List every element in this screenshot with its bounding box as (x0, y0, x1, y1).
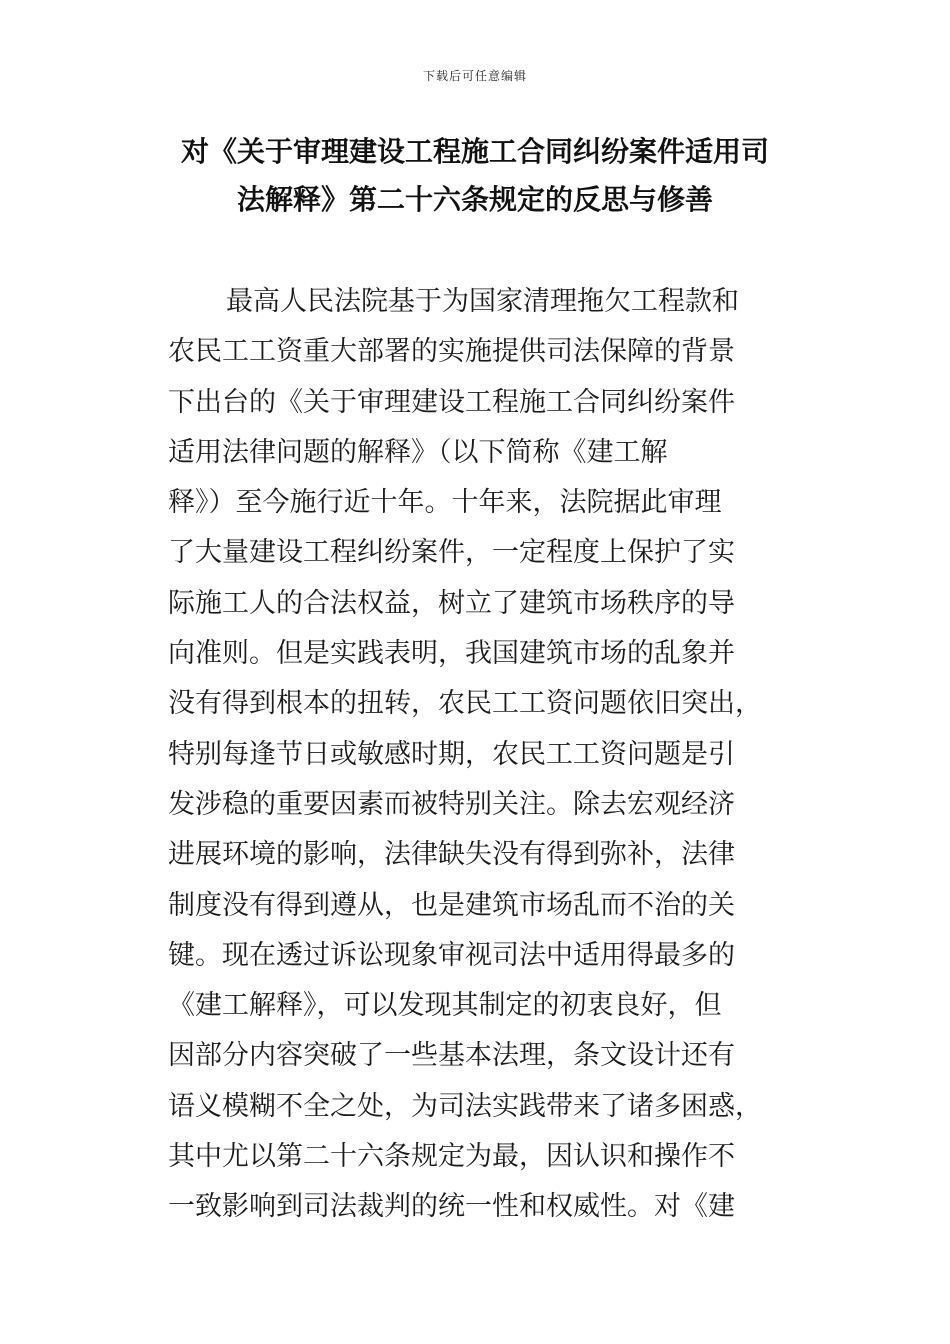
paragraph-line: 农民工工资重大部署的实施提供司法保障的背景 (168, 336, 735, 368)
paragraph-line: 没有得到根本的扭转，农民工工资问题依旧突出， (168, 688, 762, 720)
paragraph-line: 了大量建设工程纠纷案件，一定程度上保护了实 (168, 537, 735, 569)
paragraph-line: 下出台的《关于审理建设工程施工合同纠纷案件 (168, 386, 735, 418)
paragraph-line: 制度没有得到遵从，也是建筑市场乱而不治的关 (168, 889, 735, 921)
paragraph-line: 际施工人的合法权益，树立了建筑市场秩序的导 (168, 587, 735, 619)
paragraph-line: 进展环境的影响，法律缺失没有得到弥补，法律 (168, 839, 735, 871)
paragraph-line: 键。现在透过诉讼现象审视司法中适用得最多的 (168, 939, 735, 971)
paragraph-line: 发涉稳的重要因素而被特别关注。除去宏观经济 (168, 788, 735, 820)
paragraph-line: 《建工解释》，可以发现其制定的初衷良好，但 (168, 990, 722, 1022)
paragraph-line: 因部分内容突破了一些基本法理，条文设计还有 (168, 1040, 735, 1072)
paragraph-line: 适用法律问题的解释》（以下简称《建工解 (168, 436, 668, 468)
paragraph-line: 向准则。但是实践表明，我国建筑市场的乱象并 (168, 638, 735, 670)
paragraph-line: 其中尤以第二十六条规定为最，因认识和操作不 (168, 1141, 735, 1173)
title-line: 对《关于审理建设工程施工合同纠纷案件适用司 (180, 135, 769, 168)
header-note: 下载后可任意编辑 (422, 69, 527, 83)
paragraph-line: 最高人民法院基于为国家清理拖欠工程款和 (226, 286, 739, 317)
paragraph-line: 语义模糊不全之处，为司法实践带来了诸多困惑， (168, 1090, 762, 1122)
body-paragraph (168, 277, 783, 1233)
paragraph-line: 特别每逢节日或敏感时期，农民工工资问题是引 (168, 738, 735, 770)
paragraph-line: 一致影响到司法裁判的统一性和权威性。对《建 (168, 1191, 735, 1223)
document-title (160, 128, 790, 224)
title-line: 法解释》第二十六条规定的反思与修善 (236, 183, 713, 216)
paragraph-line: 释》）至今施行近十年。十年来，法院据此审理 (168, 487, 722, 519)
